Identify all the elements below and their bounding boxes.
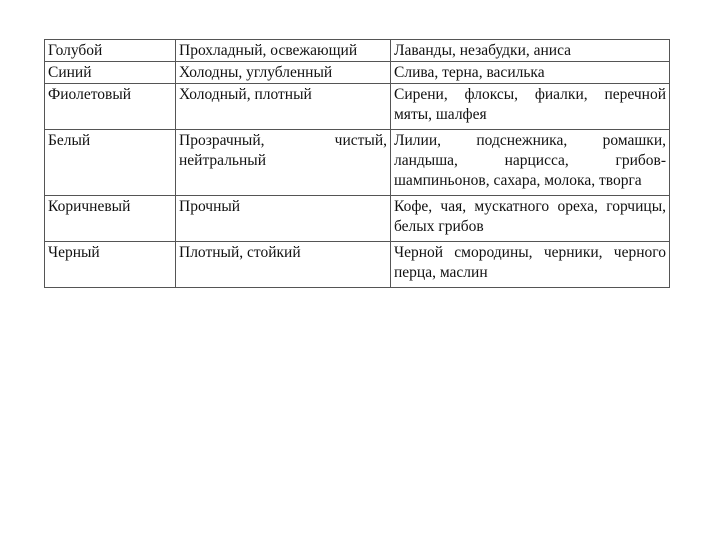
- color-character-cell: Прочный: [176, 196, 391, 242]
- color-character-cell: Прохладный, освежающий: [176, 40, 391, 62]
- color-associations-cell: Лаванды, незабудки, аниса: [391, 40, 670, 62]
- color-character-cell: Плотный, стойкий: [176, 242, 391, 288]
- color-associations-cell: Сирени, флоксы, фиалки, перечной мяты, шалфея: [391, 84, 670, 130]
- color-name-cell: Синий: [45, 62, 176, 84]
- color-name-cell: Черный: [45, 242, 176, 288]
- table-row: [45, 62, 670, 84]
- table-row: [45, 84, 670, 130]
- color-name-cell: Фиолетовый: [45, 84, 176, 130]
- table-row: [45, 242, 670, 288]
- color-character-cell: Холодны, углубленный: [176, 62, 391, 84]
- color-character-cell: Прозрачный, чистый, нейтральный: [176, 130, 391, 196]
- table-row: [45, 130, 670, 196]
- color-associations-cell: Лилии, подснежника, ромашки, ландыша, нарцисса, грибов-шампиньонов, сахара, молока, творга: [391, 130, 670, 196]
- color-association-table: [44, 39, 670, 288]
- color-character-cell: Холодный, плотный: [176, 84, 391, 130]
- color-associations-cell: Кофе, чая, мускатного ореха, горчицы, белых грибов: [391, 196, 670, 242]
- table-row: [45, 40, 670, 62]
- table-row: [45, 196, 670, 242]
- color-name-cell: Коричневый: [45, 196, 176, 242]
- color-name-cell: Голубой: [45, 40, 176, 62]
- color-associations-cell: Слива, терна, василька: [391, 62, 670, 84]
- color-associations-cell: Черной смородины, черники, черного перца, маслин: [391, 242, 670, 288]
- color-name-cell: Белый: [45, 130, 176, 196]
